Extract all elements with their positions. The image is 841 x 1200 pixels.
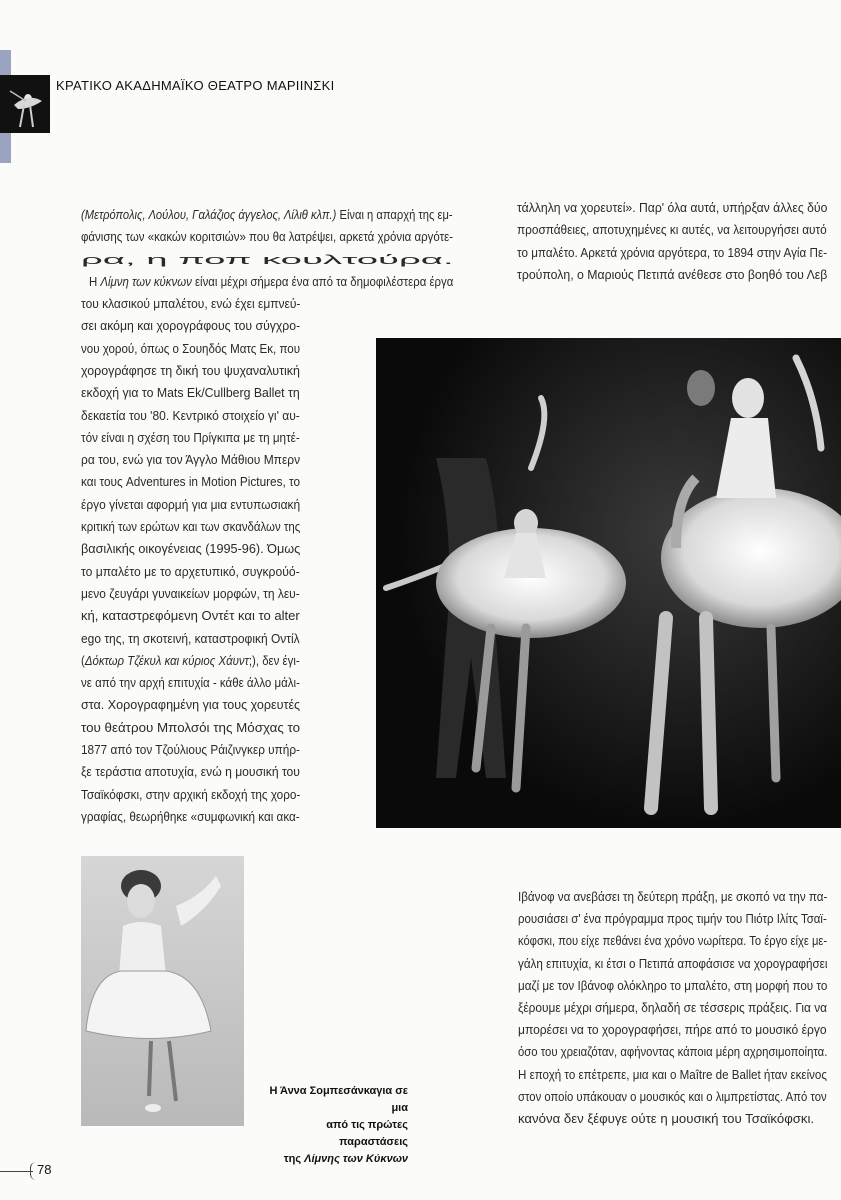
text-segment: και τους Adventures in Motion Pictures, το	[81, 474, 301, 490]
text-line	[81, 761, 300, 783]
text-segment: προσπάθειες, αποτυχημένες κι αυτές, να λειτουργήσει αυτό	[517, 222, 827, 238]
text-segment: Η	[89, 273, 101, 289]
text-line	[518, 953, 827, 975]
text-segment: φάνισης των «κακών κοριτσιών» που θα λατρέψει, αρκετά χρόνια αργότε-	[81, 229, 454, 245]
text-segment: 1877 από τον Τζούλιους Ράιζινγκερ υπήρ-	[81, 742, 300, 757]
text-segment: το μπαλέτο με το αρχετυπικό, συγκρούό-	[81, 563, 300, 579]
text-segment: ;), δεν έγι-	[248, 652, 300, 668]
text-segment: ρα του, ενώ για τον Άγγλο Μάθιου Μπερν	[81, 452, 301, 468]
text-line	[81, 204, 453, 226]
text-line	[518, 1041, 827, 1063]
text-segment: σει ακόμη και χορογράφους του σύγχρο-	[81, 318, 301, 334]
text-line	[81, 382, 300, 404]
text-segment: Είναι η απαρχή της εμ-	[336, 207, 453, 222]
text-line	[518, 930, 827, 952]
header-title: ΚΡΑΤΙΚΟ ΑΚΑΔΗΜΑΪΚΟ ΘΕΑΤΡΟ ΜΑΡΙΙΝΣΚΙ	[56, 78, 335, 93]
text-segment: το μπαλέτο. Αρκετά χρόνια αργότερα, το 1894 στην Αγία Πε-	[517, 244, 828, 260]
text-segment: βασιλικής οικογένειας (1995-96). Όμως	[81, 541, 301, 557]
text-line	[81, 226, 453, 248]
text-line	[81, 628, 300, 650]
text-line	[518, 1108, 814, 1130]
text-segment: γάλη επιτυχία, κι έτσι ο Πετιπά αποφάσισε να χορογραφήσει	[518, 955, 828, 971]
text-segment: νε από την αρχή επιτυχία - κάθε άλλο μάλι-	[81, 675, 300, 691]
text-line	[81, 360, 300, 382]
caption-line-3	[258, 1151, 408, 1168]
text-line	[81, 583, 300, 605]
text-segment: στον οποίο υπάκουαν ο μουσικός και ο λιμπρετίστας. Από τον	[518, 1088, 827, 1104]
text-segment: (	[81, 652, 85, 668]
text-segment: κή, καταστρεφόμενη Οντέτ και το alter	[81, 608, 300, 624]
text-segment: κόφσκι, που είχε πεθάνει ένα χρόνο νωρίτερα. Το έργο είχε με-	[518, 933, 828, 949]
text-line	[81, 315, 300, 337]
text-segment: ego της, τη σκοτεινή, καταστροφική Οντίλ	[81, 630, 300, 646]
text-segment: ξε τεράστια αποτυχία, ενώ η μουσική του	[81, 764, 300, 780]
text-segment: Η εποχή το επέτρεπε, μια και ο Maître de Ballet ήταν εκείνος	[518, 1066, 827, 1082]
text-line	[81, 784, 300, 806]
text-segment: μενο ζευγάρι γυναικείων μορφών, τη λευ-	[81, 585, 300, 601]
text-line	[518, 908, 827, 930]
text-segment: κανόνα δεν ξέφυγε ούτε η μουσική του Τσαϊκόφσκι.	[518, 1111, 815, 1126]
footer-rule	[0, 1171, 33, 1172]
text-segment: Δόκτωρ Τζέκυλ και κύριος Χάυντ	[84, 652, 249, 668]
caption-line-3-pre: της	[283, 1153, 305, 1165]
text-line	[517, 197, 827, 219]
text-segment: Λίμνη των κύκνων	[100, 273, 192, 289]
text-segment: είναι μέχρι σήμερα ένα από τα δημοφιλέστερα έργα	[191, 273, 454, 289]
text-line	[518, 975, 827, 997]
caption-line-1: Η Άννα Σομπεσάνκαγια σε μια	[269, 1085, 408, 1114]
text-line	[81, 561, 300, 583]
text-segment: τόν είναι η σχέση του Πρίγκιπα με τη μητέ-	[81, 429, 300, 445]
text-line	[517, 219, 827, 241]
text-line	[518, 1019, 827, 1041]
text-line	[81, 471, 300, 493]
text-segment: (Μετρόπολις, Λούλου, Γαλάζιος άγγελος, Λίλιθ κλπ.)	[81, 207, 337, 222]
caption-line-3-italic: Λίμνης των Κύκνων	[304, 1153, 408, 1165]
text-line	[81, 449, 300, 471]
archival-ballerina-photo	[81, 856, 244, 1126]
text-line	[89, 271, 453, 293]
text-segment: γραφίας, θεωρήθηκε «συμφωνική και ακα-	[81, 808, 300, 824]
text-line	[517, 264, 827, 286]
main-ballet-photo	[376, 338, 841, 828]
header-thumbnail-image	[0, 75, 50, 133]
text-segment: τρούπολη, ο Μαριούς Πετιπά ανέθεσε στο βοηθό του Λεβ	[517, 266, 828, 282]
text-segment: δεκαετία του '80. Κεντρικό στοιχείο γι' αυ-	[81, 407, 300, 423]
footer-bracket	[30, 1162, 37, 1180]
text-segment: κριτική των ερώτων και των σκανδάλων της	[81, 519, 301, 534]
text-line	[81, 538, 300, 560]
text-segment: ρουσιάσει σ' ένα πρόγραμμα προς τιμήν του Πιότρ Ιλίτς Τσαϊ-	[518, 911, 827, 927]
text-segment: ξέρουμε μέχρι σήμερα, δηλαδή σε τέσσερις πράξεις. Για να	[518, 1000, 828, 1015]
text-segment: ρα, η ποπ κουλτούρα.	[81, 251, 454, 267]
text-segment: έργο γίνεται αφορμή για μια εντυπωσιακή	[81, 496, 301, 512]
text-segment: μπορέσει να το χορογραφήσει, πήρε από το μουσικό έργο	[518, 1022, 827, 1038]
text-line	[518, 1064, 827, 1086]
text-segment: στα. Χορογραφημένη για τους χορευτές	[81, 697, 301, 713]
text-segment: τάλληλη να χορευτεί». Παρ' όλα αυτά, υπήρξαν άλλες δύο	[517, 200, 828, 215]
text-line	[81, 405, 300, 427]
caption-line-2: από τις πρώτες παραστάσεις	[326, 1119, 408, 1148]
text-line	[81, 739, 300, 761]
page-number: 78	[37, 1162, 52, 1177]
text-segment: Τσαϊκόφσκι, στην αρχική εκδοχή της χορο-	[81, 786, 301, 802]
text-segment: εκδοχή για το Mats Ek/Cullberg Ballet τη	[81, 385, 300, 401]
text-line	[81, 694, 300, 716]
text-line	[517, 242, 827, 264]
text-segment: Ιβάνοφ να ανεβάσει τη δεύτερη πράξη, με σκοπό να την πα-	[518, 889, 828, 904]
text-line	[81, 516, 300, 538]
text-line	[81, 717, 300, 739]
text-line	[81, 293, 300, 315]
text-segment: του θεάτρου Μπολσόι της Μόσχας το	[81, 719, 301, 735]
text-line	[81, 494, 300, 516]
text-line	[81, 672, 300, 694]
text-segment: νου χορού, όπως ο Σουηδός Ματς Εκ, που	[81, 340, 301, 356]
text-line	[518, 1086, 827, 1108]
text-line	[518, 886, 827, 908]
text-line	[81, 605, 300, 627]
text-segment: χορογράφησε τη δική του ψυχαναλυτική	[81, 362, 300, 378]
photo-caption	[258, 1083, 408, 1168]
text-line	[81, 806, 300, 828]
text-line	[518, 997, 827, 1019]
text-line	[81, 427, 300, 449]
text-segment: μαζί με τον Ιβάνοφ ολόκληρο το μπαλέτο, στη μορφή που το	[518, 977, 828, 993]
text-segment: όσο του χρειαζόταν, αφήνοντας κάποια μέρη αχρησιμοποίητα.	[518, 1044, 828, 1060]
text-segment: του κλασικού μπαλέτου, ενώ έχει εμπνεύ-	[81, 296, 301, 311]
text-line	[81, 338, 300, 360]
text-line	[81, 249, 454, 271]
text-line	[81, 650, 300, 672]
